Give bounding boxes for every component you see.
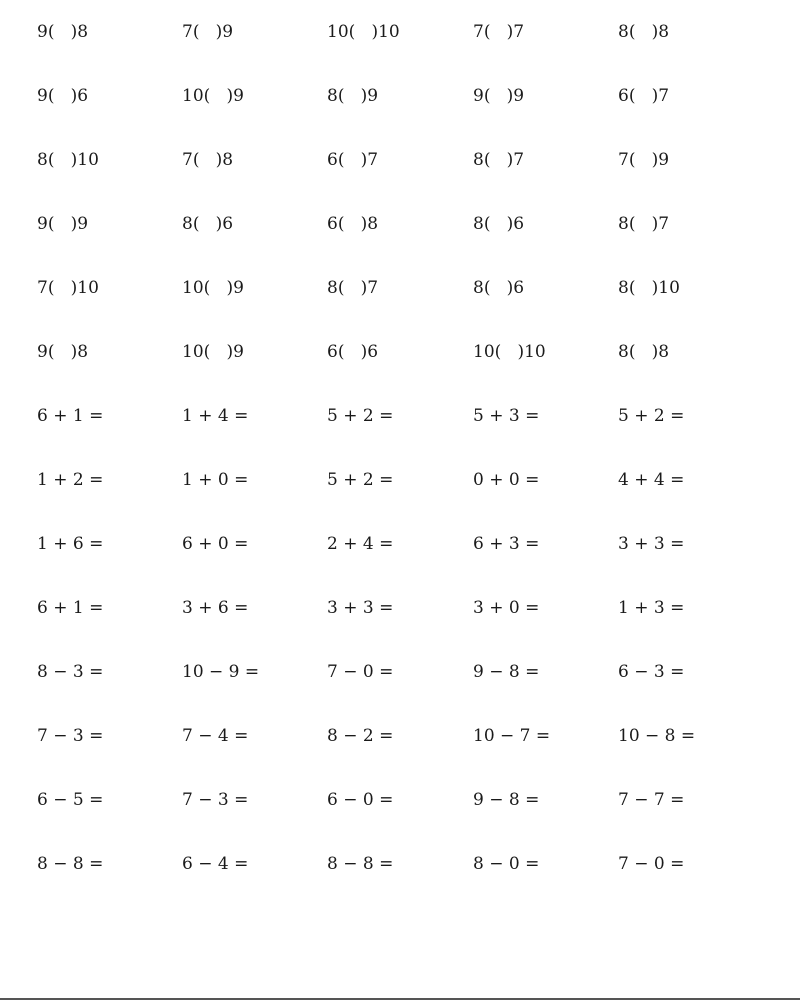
- addition-problem: 1 + 6 =: [37, 534, 104, 554]
- subtraction-row: [37, 780, 777, 844]
- compare-problem: 6( )8: [327, 214, 379, 234]
- compare-problem: 9( )8: [37, 22, 89, 42]
- subtraction-problem: 6 − 0 =: [327, 790, 394, 810]
- compare-problem: 8( )6: [182, 214, 234, 234]
- subtraction-problem: 7 − 0 =: [327, 662, 394, 682]
- subtraction-problem: 7 − 0 =: [618, 854, 685, 874]
- addition-problem: 5 + 2 =: [327, 470, 394, 490]
- subtraction-problem: 6 − 3 =: [618, 662, 685, 682]
- addition-problem: 2 + 4 =: [327, 534, 394, 554]
- subtraction-problem: 6 − 5 =: [37, 790, 104, 810]
- compare-row: [37, 332, 777, 396]
- addition-problem: 6 + 0 =: [182, 534, 249, 554]
- compare-problem: 8( )6: [473, 278, 525, 298]
- compare-problem: 7( )7: [473, 22, 525, 42]
- compare-problem: 7( )9: [182, 22, 234, 42]
- compare-row: [37, 268, 777, 332]
- compare-problem: 9( )9: [37, 214, 89, 234]
- addition-problem: 0 + 0 =: [473, 470, 540, 490]
- subtraction-problem: 7 − 3 =: [182, 790, 249, 810]
- subtraction-problem: 8 − 2 =: [327, 726, 394, 746]
- compare-row: [37, 76, 777, 140]
- compare-problem: 10( )9: [182, 86, 244, 106]
- addition-problem: 3 + 3 =: [327, 598, 394, 618]
- addition-problem: 1 + 4 =: [182, 406, 249, 426]
- subtraction-problem: 10 − 7 =: [473, 726, 551, 746]
- addition-row: [37, 524, 777, 588]
- addition-row: [37, 588, 777, 652]
- compare-problem: 9( )9: [473, 86, 525, 106]
- page-bottom-divider: [0, 998, 800, 1000]
- compare-problem: 7( )10: [37, 278, 99, 298]
- subtraction-row: [37, 652, 777, 716]
- compare-problem: 9( )8: [37, 342, 89, 362]
- compare-problem: 8( )9: [327, 86, 379, 106]
- addition-problem: 6 + 1 =: [37, 406, 104, 426]
- subtraction-problem: 6 − 4 =: [182, 854, 249, 874]
- compare-problem: 7( )9: [618, 150, 670, 170]
- compare-problem: 8( )7: [327, 278, 379, 298]
- subtraction-row: [37, 844, 777, 908]
- subtraction-problem: 10 − 8 =: [618, 726, 696, 746]
- subtraction-problem: 10 − 9 =: [182, 662, 260, 682]
- compare-problem: 10( )10: [473, 342, 546, 362]
- compare-problem: 8( )10: [37, 150, 99, 170]
- subtraction-problem: 9 − 8 =: [473, 662, 540, 682]
- compare-problem: 8( )7: [618, 214, 670, 234]
- addition-row: [37, 396, 777, 460]
- addition-problem: 3 + 0 =: [473, 598, 540, 618]
- addition-problem: 5 + 2 =: [327, 406, 394, 426]
- compare-problem: 6( )6: [327, 342, 379, 362]
- compare-problem: 8( )7: [473, 150, 525, 170]
- subtraction-problem: 8 − 8 =: [327, 854, 394, 874]
- addition-problem: 4 + 4 =: [618, 470, 685, 490]
- compare-problem: 8( )8: [618, 22, 670, 42]
- compare-problem: 6( )7: [327, 150, 379, 170]
- compare-problem: 10( )10: [327, 22, 400, 42]
- compare-problem: 7( )8: [182, 150, 234, 170]
- addition-problem: 6 + 3 =: [473, 534, 540, 554]
- subtraction-problem: 9 − 8 =: [473, 790, 540, 810]
- addition-problem: 3 + 3 =: [618, 534, 685, 554]
- compare-problem: 8( )6: [473, 214, 525, 234]
- compare-row: [37, 140, 777, 204]
- compare-problem: 8( )10: [618, 278, 680, 298]
- subtraction-problem: 7 − 4 =: [182, 726, 249, 746]
- compare-problem: 6( )7: [618, 86, 670, 106]
- subtraction-row: [37, 716, 777, 780]
- compare-problem: 10( )9: [182, 342, 244, 362]
- subtraction-problem: 7 − 3 =: [37, 726, 104, 746]
- exercise-grid: [37, 12, 777, 908]
- compare-problem: 8( )8: [618, 342, 670, 362]
- addition-problem: 1 + 3 =: [618, 598, 685, 618]
- subtraction-problem: 8 − 8 =: [37, 854, 104, 874]
- addition-problem: 1 + 2 =: [37, 470, 104, 490]
- subtraction-problem: 8 − 3 =: [37, 662, 104, 682]
- addition-problem: 3 + 6 =: [182, 598, 249, 618]
- subtraction-problem: 7 − 7 =: [618, 790, 685, 810]
- addition-problem: 6 + 1 =: [37, 598, 104, 618]
- addition-problem: 5 + 3 =: [473, 406, 540, 426]
- addition-problem: 1 + 0 =: [182, 470, 249, 490]
- addition-row: [37, 460, 777, 524]
- compare-row: [37, 12, 777, 76]
- addition-problem: 5 + 2 =: [618, 406, 685, 426]
- compare-problem: 10( )9: [182, 278, 244, 298]
- subtraction-problem: 8 − 0 =: [473, 854, 540, 874]
- compare-row: [37, 204, 777, 268]
- compare-problem: 9( )6: [37, 86, 89, 106]
